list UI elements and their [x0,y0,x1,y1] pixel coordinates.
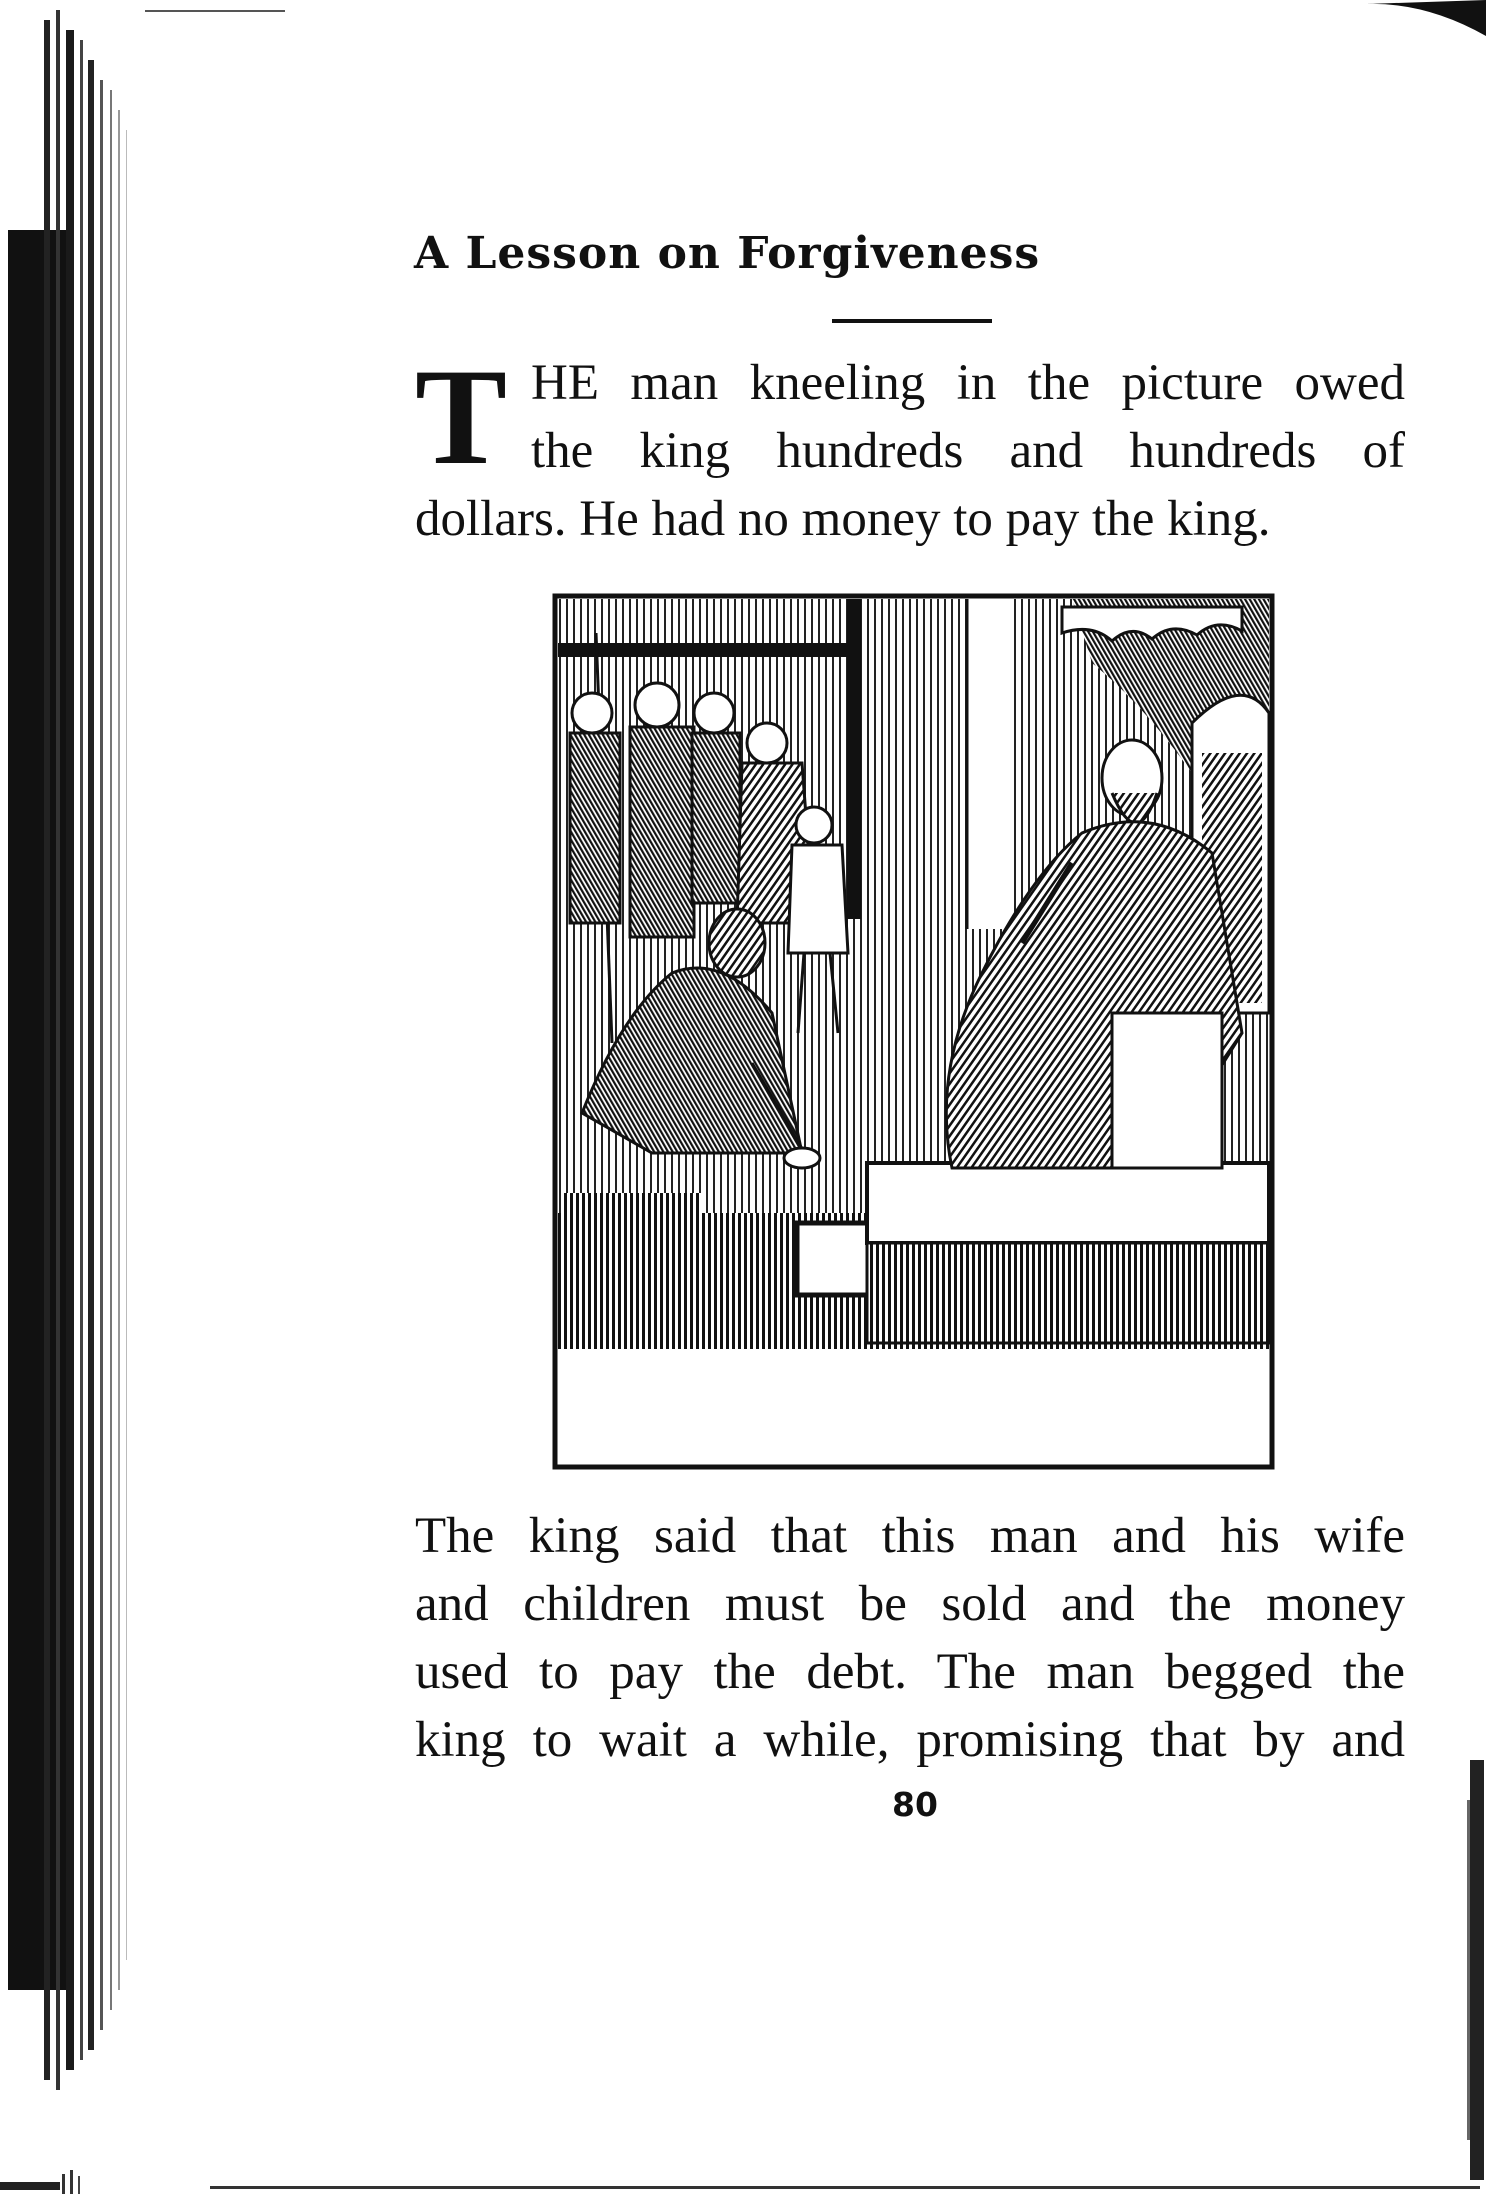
paragraph-line: used to pay the debt. The man begged the [415,1644,1405,1700]
paragraph-1 [415,340,1405,553]
king-and-kneeling-debtor-illustration [552,593,1275,1470]
paragraph-line: king to wait a while, promising that by and [415,1712,1405,1768]
scan-shadow-right [1464,1760,1486,2180]
paragraph-2 [415,1502,1405,1774]
scan-top-rule [145,10,285,12]
scan-shadow-left [0,0,135,2200]
paragraph-line: the king hundreds and hundreds of [531,423,1405,479]
page-number: 80 [892,1785,938,1824]
paragraph-line: The king said that this man and his wife [415,1508,1405,1564]
paragraph-line: HE man kneeling in the picture owed [531,355,1405,411]
page-title: A Lesson on Forgiveness [414,228,1041,279]
page-corner-curl [1366,0,1486,40]
drop-cap: T [415,340,508,493]
title-divider [832,319,992,323]
scan-bottom-marks [0,2160,110,2200]
paragraph-line: and children must be sold and the money [415,1576,1405,1632]
scan-bottom-rule [210,2186,1480,2189]
paragraph-line: dollars. He had no money to pay the king. [415,491,1271,547]
